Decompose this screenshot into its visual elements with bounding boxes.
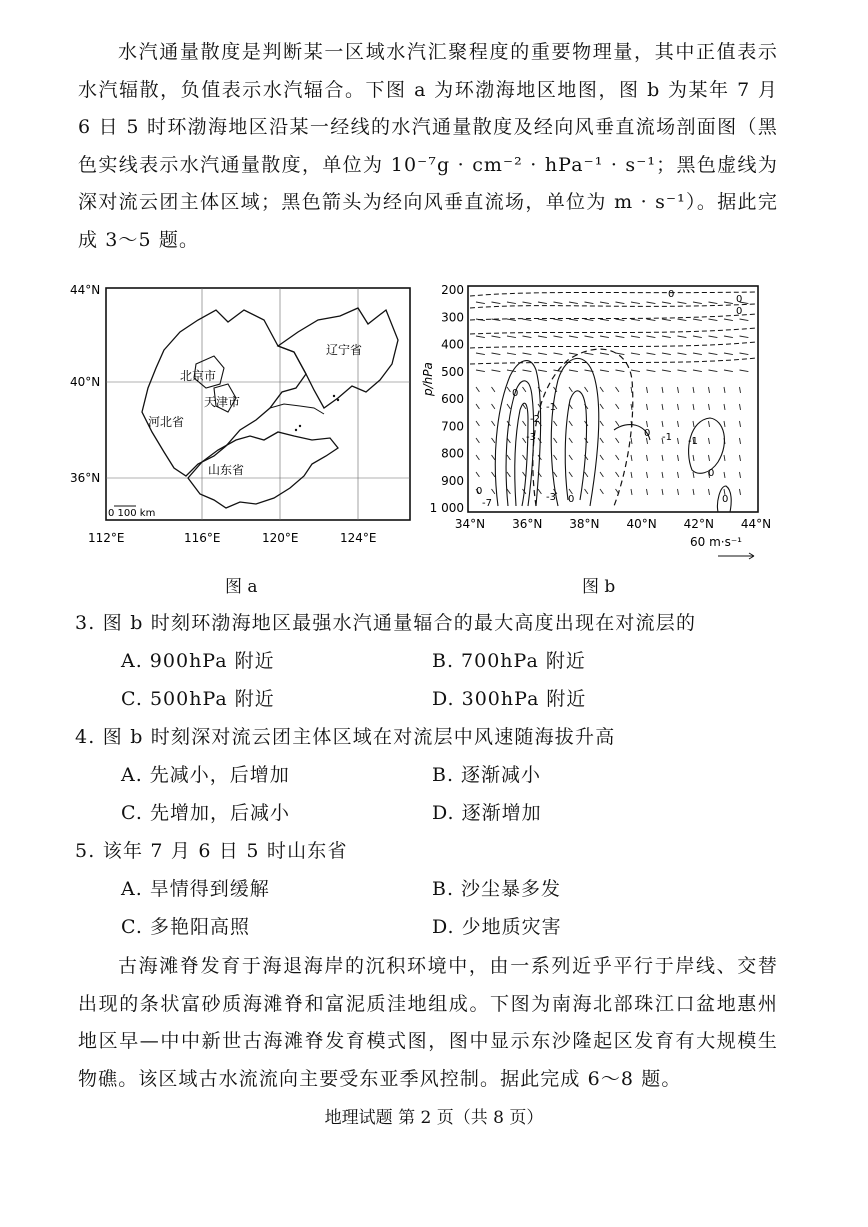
cross-section-svg [418, 280, 778, 570]
contour-label: 0 [476, 486, 483, 497]
contour-label: -1 [688, 436, 698, 447]
lon-label: 124°E [340, 531, 377, 545]
question-3-stem: 3. 图 b 时刻环渤海地区最强水汽通量辐合的最大高度出现在对流层的 [75, 612, 697, 634]
y-tick-label: 900 [441, 473, 464, 488]
figure-b [418, 280, 778, 574]
y-tick-label: 700 [441, 419, 464, 434]
region-label-liaoning: 辽宁省 [326, 343, 363, 357]
lon-label: 120°E [262, 531, 299, 545]
contour-label: 0 [736, 306, 743, 317]
contour-label: -3 [546, 492, 556, 503]
question-5-option-b[interactable]: B. 沙尘暴多发 [432, 878, 562, 900]
x-tick-label: 34°N [454, 517, 486, 531]
contour-label: 0 [512, 388, 519, 399]
question-5-option-a[interactable]: A. 旱情得到缓解 [121, 878, 270, 900]
region-label-beijing: 北京市 [180, 369, 217, 383]
x-tick-label: 40°N [626, 517, 657, 531]
x-tick-label: 44°N [740, 517, 772, 531]
contour-label: -3 [526, 432, 536, 443]
y-tick-label: 500 [441, 364, 464, 379]
lat-label: 44°N [70, 283, 101, 297]
region-label-hebei: 河北省 [148, 415, 185, 429]
figure-a-caption: 图 a [225, 577, 258, 597]
page-footer: 地理试题 第 2 页（共 8 页） [324, 1108, 544, 1128]
lat-label: 40°N [70, 375, 101, 389]
question-4-stem: 4. 图 b 时刻深对流云团主体区域在对流层中风速随海拔升高 [75, 726, 616, 748]
region-label-tianjin: 天津市 [204, 395, 241, 409]
contour-label: -1 [662, 432, 672, 443]
contour-label: 0 [708, 468, 715, 479]
y-axis-label: p/hPa [421, 362, 435, 396]
figure-a [68, 280, 418, 564]
map-svg [68, 280, 418, 560]
wind-scale-label: 60 m·s⁻¹ [690, 535, 742, 549]
contour-label: -2 [530, 414, 540, 425]
question-5-option-c[interactable]: C. 多艳阳高照 [121, 916, 250, 938]
y-tick-label: 1 000 [429, 501, 464, 515]
x-tick-label: 38°N [569, 517, 600, 531]
question-3-option-a[interactable]: A. 900hPa 附近 [121, 650, 275, 672]
question-5-stem: 5. 该年 7 月 6 日 5 时山东省 [75, 840, 348, 862]
y-tick-label: 300 [441, 310, 464, 325]
contour-label: 0 [644, 428, 651, 439]
passage-6-8: 古海滩脊发育于海退海岸的沉积环境中，由一系列近乎平行于岸线、交替出现的条状富砂质海滩脊和富泥质洼地组成。下图为南海北部珠江口盆地惠州地区早—中中新世古海滩脊发育模式图，图中显示东沙隆起区发育有大规模生物礁。该区域古水流流向主要受东亚季风控制。据此完成 6～8 题。 [78, 955, 778, 1090]
y-tick-label: 600 [441, 392, 464, 406]
contour-label: 0 [668, 289, 675, 300]
x-tick-label: 36°N [512, 517, 543, 531]
contour-label: 0 [722, 494, 729, 505]
lat-label: 36°N [70, 471, 101, 485]
question-4-option-d[interactable]: D. 逐渐增加 [432, 802, 542, 824]
question-4-option-b[interactable]: B. 逐渐减小 [432, 764, 542, 786]
contour-label: -1 [546, 402, 556, 413]
y-tick-label: 800 [441, 446, 464, 461]
contour-label: 0 [736, 294, 743, 305]
region-label-shandong: 山东省 [208, 463, 245, 477]
lon-label: 116°E [184, 531, 221, 545]
y-tick-label: 400 [441, 337, 464, 352]
lon-label: 112°E [88, 531, 125, 545]
question-3-option-b[interactable]: B. 700hPa 附近 [432, 650, 586, 672]
question-3-option-c[interactable]: C. 500hPa 附近 [121, 688, 275, 710]
question-4-option-a[interactable]: A. 先减小，后增加 [121, 764, 290, 786]
intro-paragraph: 水汽通量散度是判断某一区域水汽汇聚程度的重要物理量，其中正值表示水汽辐散，负值表示水汽辐合。下图 a 为环渤海地区地图，图 b 为某年 7 月 6 日 5 时环渤海地区沿某一经线的水汽通量散度及经向风垂直流场剖面图（黑色实线表示水汽通量散度，单位为 10⁻⁷g · cm⁻² · hPa⁻¹ · s⁻¹；黑色虚线为深对流云团主体区域；黑色箭头为经向风垂直流场，单位为 m · s⁻¹）。据此完成 3～5 题。 [78, 41, 778, 251]
figure-b-caption: 图 b [582, 577, 616, 597]
question-3-option-d[interactable]: D. 300hPa 附近 [432, 688, 587, 710]
question-5-option-d[interactable]: D. 少地质灾害 [432, 916, 562, 938]
question-4-option-c[interactable]: C. 先增加，后减小 [121, 802, 290, 824]
y-tick-label: 200 [441, 283, 464, 297]
x-tick-label: 42°N [683, 517, 714, 531]
contour-label: -7 [482, 498, 492, 509]
contour-label: 0 [568, 494, 575, 505]
scale-label: 0 100 km [108, 508, 156, 519]
